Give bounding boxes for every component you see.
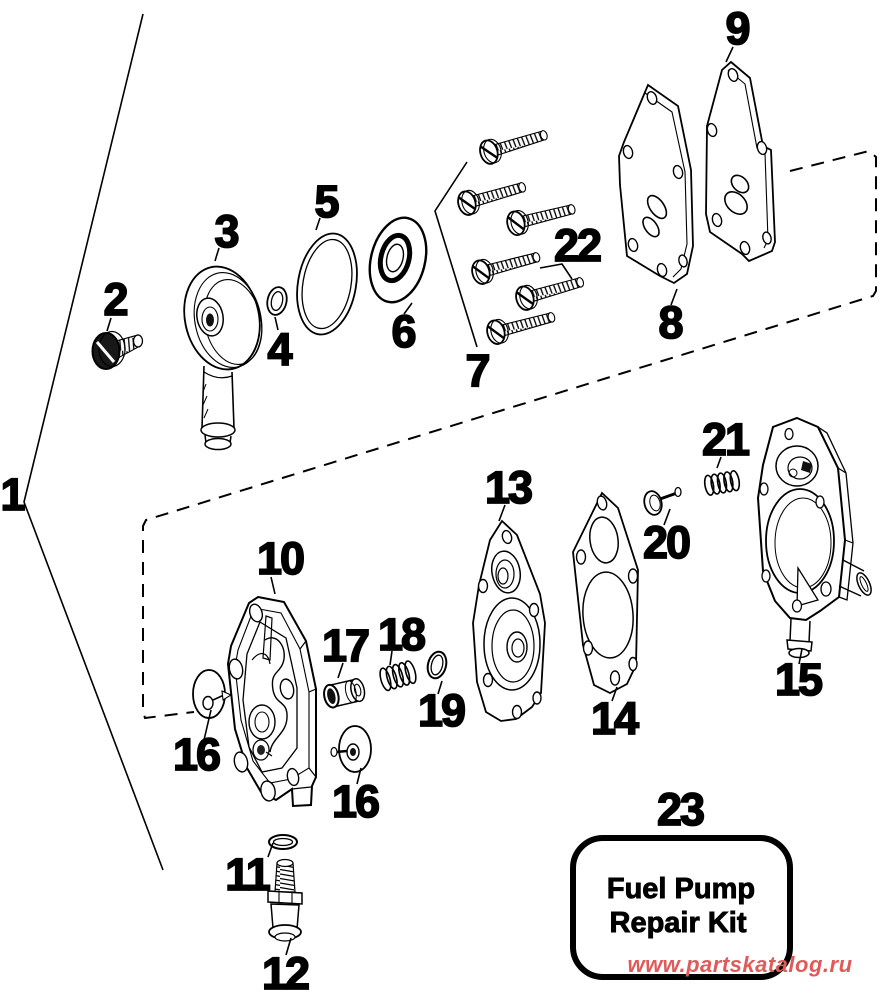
- callout-2: 2: [103, 274, 127, 325]
- callout-6: 6: [391, 306, 415, 357]
- kit-box-line2: Repair Kit: [609, 907, 747, 939]
- part-4-o-ring-small: [265, 285, 289, 316]
- part-16-valve-disc-left: [193, 670, 231, 718]
- callout-9: 9: [725, 3, 749, 54]
- callout-20: 20: [642, 517, 690, 568]
- part-1-assembly-bracket: [24, 14, 163, 870]
- callout-22: 22: [553, 220, 601, 271]
- callout-14: 14: [590, 693, 638, 744]
- part-16-valve-disc-right: [331, 726, 371, 772]
- part-13-diaphragm: [473, 521, 545, 721]
- callout-18: 18: [377, 609, 425, 660]
- part-9-diaphragm-plate: [706, 62, 775, 261]
- callout-3: 3: [214, 206, 238, 257]
- part-19-o-ring: [425, 650, 449, 681]
- callout-7: 7: [465, 345, 489, 396]
- callout-19: 19: [417, 685, 465, 736]
- part-10-pump-body: [228, 597, 316, 806]
- part-3-pump-cover-fitting: [175, 259, 270, 449]
- callout-12: 12: [261, 948, 309, 996]
- callout-17: 17: [321, 620, 369, 671]
- part-7-bracket: [435, 162, 477, 347]
- callout-21: 21: [701, 414, 749, 465]
- kit-box-line1: Fuel Pump: [606, 873, 756, 905]
- callout-23: 23: [656, 784, 704, 835]
- callout-5: 5: [314, 176, 338, 227]
- callout-8: 8: [658, 297, 682, 348]
- callout-1: 1: [0, 469, 24, 520]
- callout-16-right: 16: [331, 776, 379, 827]
- callout-4: 4: [267, 324, 291, 375]
- callout-13: 13: [484, 462, 532, 513]
- part-6-grommet-washer: [361, 212, 434, 309]
- watermark-text: www.partskatalog.ru: [627, 952, 853, 977]
- part-11-o-ring: [269, 835, 297, 849]
- part-15-pump-cover: [758, 418, 874, 658]
- callout-15: 15: [774, 654, 822, 705]
- part-5-o-ring-large: [290, 229, 365, 340]
- part-21-spring: [703, 470, 740, 496]
- callout-16-left: 16: [172, 729, 220, 780]
- part-17-plunger-cup: [322, 677, 367, 709]
- part-18-spring: [378, 660, 418, 692]
- callout-10: 10: [256, 533, 304, 584]
- part-8-diaphragm-plate: [619, 85, 693, 283]
- part-14-gasket: [573, 493, 638, 693]
- part-2-screw: [93, 332, 143, 370]
- part-12-check-valve-fitting: [268, 860, 302, 942]
- part-20-valve-pin: [642, 488, 681, 517]
- callout-11: 11: [225, 849, 269, 900]
